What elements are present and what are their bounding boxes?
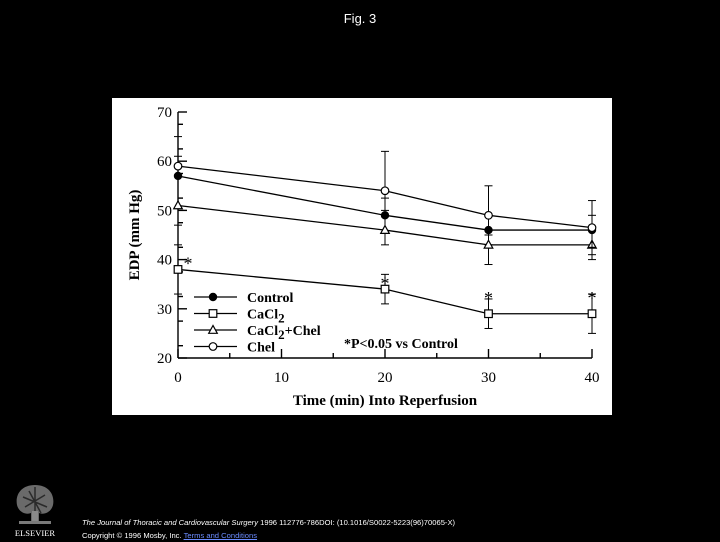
data-point-cacl2 <box>485 310 493 318</box>
legend-label-chel: Chel <box>247 340 275 356</box>
legend-marker-chel <box>209 343 217 351</box>
legend-label-control: Control <box>247 291 294 306</box>
significance-mark: * <box>380 273 390 294</box>
significance-mark: * <box>587 288 597 309</box>
y-tick-label: 70 <box>157 105 172 121</box>
terms-link[interactable]: Terms and Conditions <box>183 531 258 540</box>
figure-title: Fig. 3 <box>343 11 377 26</box>
data-point-cacl2 <box>174 266 182 274</box>
edp-line-chart <box>112 98 612 415</box>
x-tick-label: 0 <box>174 370 182 386</box>
data-point-cacl2 <box>588 310 596 318</box>
x-tick-label: 10 <box>274 370 289 386</box>
x-axis-label: Time (min) Into Reperfusion <box>292 393 478 409</box>
data-point-chel <box>174 162 182 170</box>
citation-doi: 1996 112776-786DOI: (10.1016/S0022-5223(96)70065-X) <box>258 518 456 527</box>
legend-marker-control <box>209 293 216 300</box>
x-tick-label: 30 <box>481 370 496 386</box>
citation-journal: The Journal of Thoracic and Cardiovascular Surgery <box>82 518 259 527</box>
chart-panel <box>112 98 612 415</box>
copyright-text: Copyright © 1996 Mosby, Inc. <box>82 531 182 540</box>
y-tick-label: 40 <box>157 252 172 269</box>
legend-label-cacl2: CaCl2 <box>247 307 285 326</box>
copyright-line <box>82 529 455 542</box>
legend-label-cacl2-chel: CaCl2+Chel <box>247 324 321 342</box>
y-tick-label: 30 <box>157 301 172 318</box>
data-point-chel <box>485 212 493 220</box>
elsevier-tree-logo <box>5 477 65 539</box>
legend-marker-cacl2 <box>209 310 217 318</box>
citation-line <box>82 516 455 529</box>
data-point-chel <box>588 224 596 232</box>
data-point-control <box>174 172 181 179</box>
y-tick-label: 60 <box>157 154 172 171</box>
logo-wordmark: ELSEVIER <box>14 528 56 538</box>
citation-footer <box>82 516 455 542</box>
y-axis-label: EDP (mm Hg) <box>127 189 143 281</box>
data-point-control <box>381 212 388 219</box>
x-tick-label: 20 <box>377 370 393 386</box>
y-tick-label: 20 <box>157 351 172 367</box>
significance-mark: * <box>183 253 193 274</box>
data-point-chel <box>381 187 389 195</box>
significance-annotation: *P<0.05 vs Control <box>344 337 458 352</box>
y-tick-label: 50 <box>157 203 172 220</box>
significance-mark: * <box>484 288 493 309</box>
data-point-cacl2-chel <box>174 201 183 209</box>
x-tick-label: 40 <box>584 370 600 386</box>
